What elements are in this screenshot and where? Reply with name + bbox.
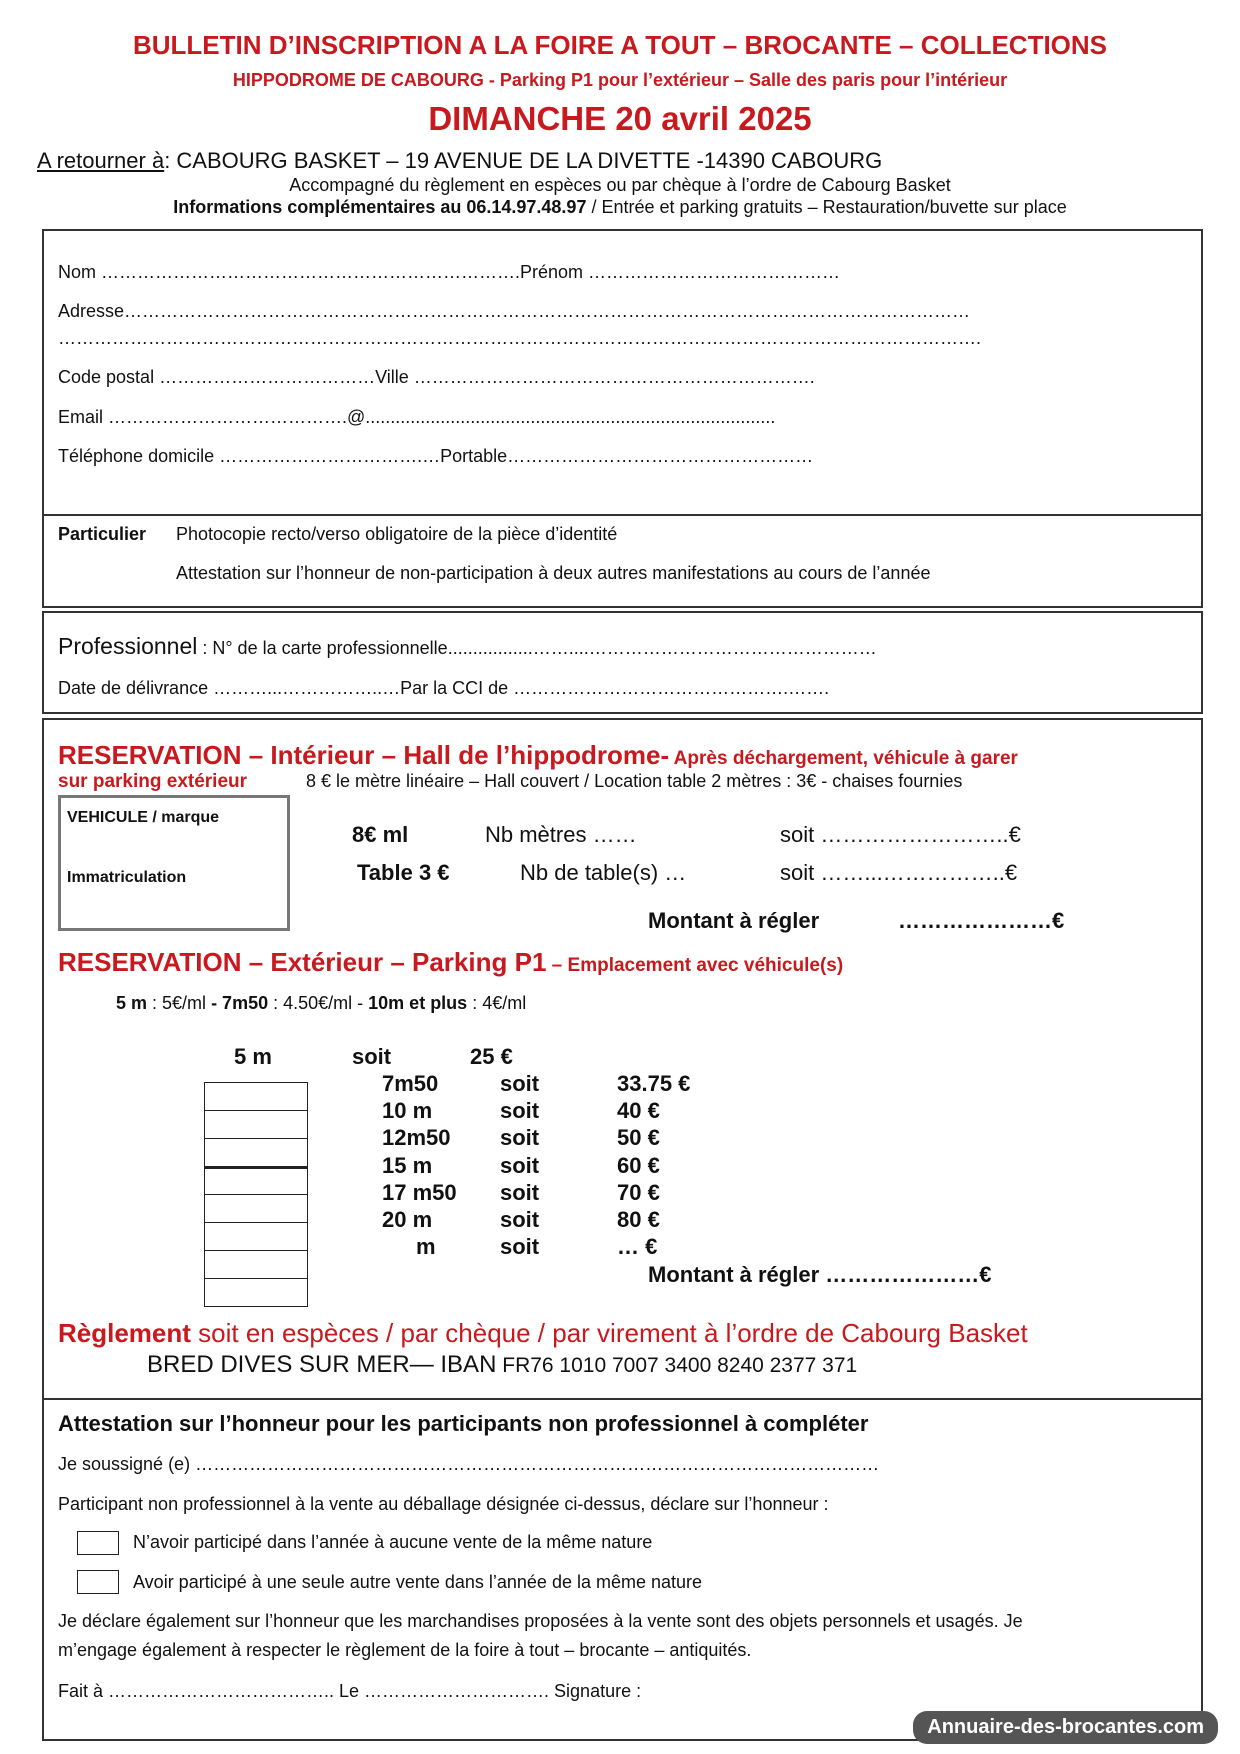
option1-label: N’avoir participé dans l’année à aucune vente de la même nature [133,1532,653,1552]
row-soit: soit [500,1179,540,1205]
soit-metres-field[interactable]: soit ……………………..€ [780,822,1021,847]
info-line [0,197,1240,218]
option-checkbox[interactable] [204,1166,308,1195]
row-price: 80 € [617,1207,660,1232]
row-length: 15 m [382,1152,433,1178]
soit-tables-field[interactable]: soit ……...……………..€ [780,860,1018,885]
code-postal-field[interactable]: Code postal ………………………………Ville …………………………………………………………. [58,367,815,387]
table-price: Table 3 € [357,860,450,885]
return-address-text: : CABOURG BASKET – 19 AVENUE DE LA DIVETTE -14390 CABOURG [164,148,883,173]
reglement-label: Règlement [58,1318,191,1348]
option-checkbox[interactable] [204,1082,308,1111]
reglement-text: soit en espèces / par chèque / par virement à l’ordre de Cabourg Basket [190,1318,1028,1348]
professionnel-label: Professionnel [58,633,198,659]
ml-price: 8€ ml [352,822,409,847]
row-length: 7m50 [382,1071,439,1096]
declaration-para-1: Je déclare également sur l’honneur que les marchandises proposées à la vente sont des objets personnels et usagés. Je [58,1611,1023,1631]
form-subtitle: HIPPODROME DE CABOURG - Parking P1 pour l’extérieur – Salle des paris pour l’intérieur [232,70,1008,90]
adresse-field-2[interactable]: ………………………………………………………………………………………………………………………………………. [58,328,982,348]
telephone-field[interactable]: Téléphone domicile …………………………….…Portable…………………………………………… [58,446,814,466]
tarif-10m-price: : 4€/ml [467,993,527,1013]
nom-field[interactable]: Nom …………………………………………………………….Prénom …………………………………… [58,262,841,282]
bank-line [147,1351,857,1379]
exterieur-note: – Emplacement avec véhicule(s) [546,955,844,976]
interieur-montant-label: Montant à régler [648,908,820,933]
form-title: BULLETIN D’INSCRIPTION A LA FOIRE A TOUT – BROCANTE – COLLECTIONS [132,30,1108,60]
adresse-field[interactable]: Adresse…………………………………………………………………………………………………………………………… [58,301,971,321]
row-length: 17 m50 [382,1179,457,1205]
row-price: 60 € [617,1152,660,1178]
return-address [37,148,882,174]
immatriculation-label: Immatriculation [67,869,187,886]
attestation-title: Attestation sur l’honneur pour les participants non professionnel à compléter [58,1411,869,1436]
interieur-note: Après déchargement, véhicule à garer [669,748,1018,769]
option-checkbox[interactable] [204,1278,308,1307]
option2-label: Avoir participé à une seule autre vente dans l’année de la même nature [133,1572,703,1592]
email-field[interactable]: Email ………………………………….@.................................................................................. [58,407,776,427]
return-label: A retourner à [37,148,165,173]
vehicule-label: VEHICULE / marque [67,809,220,826]
row-price: 40 € [617,1098,660,1124]
info-rest: / Entrée et parking gratuits – Restauration/buvette sur place [586,197,1067,217]
row-soit: soit [500,1071,540,1096]
event-date: DIMANCHE 20 avril 2025 [428,100,812,137]
option-checkbox[interactable] [204,1194,308,1223]
exterieur-title-line [58,947,843,978]
row-price: … € [617,1234,658,1260]
tarif-5m-price: : 5€/ml [147,993,212,1013]
particulier-line-2: Attestation sur l’honneur de non-participation à deux autres manifestations au cours de l’année [176,563,931,583]
professionnel-card[interactable] [58,633,877,660]
interieur-price-line: 8 € le mètre linéaire – Hall couvert / Location table 2 mètres : 3€ - chaises fournies [306,771,963,791]
tarif-7m50: - 7m50 [211,993,269,1013]
first-length: 5 m [234,1044,272,1069]
first-soit: soit [352,1044,392,1069]
option-checkbox[interactable] [204,1138,308,1167]
declare-text: Participant non professionnel à la vente au déballage désignée ci-dessus, déclare sur l’honneur : [58,1494,829,1514]
exterieur-title: RESERVATION – Extérieur – Parking P1 [58,947,547,977]
watermark: Annuaire-des-brocantes.com [913,1711,1218,1744]
first-price: 25 € [470,1044,513,1069]
declaration-para-2: m’engage également à respecter le règlement de la foire à tout – brocante – antiquités. [58,1640,752,1660]
option-checkbox[interactable] [204,1222,308,1251]
bank-name: BRED DIVES SUR MER— IBAN [147,1351,497,1378]
option-checkbox[interactable] [204,1110,308,1139]
option2-checkbox[interactable] [77,1570,119,1594]
option1-checkbox[interactable] [77,1531,119,1555]
reglement-line [58,1318,1028,1349]
interieur-montant-field[interactable]: …………………€ [898,908,1065,933]
interieur-title: RESERVATION – Intérieur – Hall de l’hippodrome- [58,740,670,770]
iban: FR76 1010 7007 3400 8240 2377 371 [496,1354,858,1377]
row-price: 70 € [617,1179,660,1205]
soussigne-field[interactable]: Je soussigné (e) …………………………………………………………………………………………………… [58,1454,880,1474]
row-soit: soit [500,1152,540,1178]
row-price: 33.75 € [617,1071,691,1096]
row-length: m [416,1234,436,1260]
row-price: 50 € [617,1125,660,1151]
info-phone: Informations complémentaires au 06.14.97.48.97 [173,197,587,217]
fait-signature-field[interactable]: Fait à ……………………………….. Le …………………………. Signature : [58,1681,642,1701]
option-checkbox[interactable] [204,1250,308,1279]
tarif-5m: 5 m [116,993,148,1013]
row-soit: soit [500,1125,540,1151]
exterieur-montant[interactable]: Montant à régler …………………€ [648,1262,992,1287]
interieur-note-2: sur parking extérieur [58,771,248,792]
row-soit: soit [500,1098,540,1124]
row-length: 20 m [382,1207,433,1232]
row-length: 12m50 [382,1125,451,1151]
particulier-line-1: Photocopie recto/verso obligatoire de la pièce d’identité [176,524,618,544]
tarif-7m50-price: : 4.50€/ml - [268,993,369,1013]
date-delivrance-field[interactable]: Date de délivrance ………...……………..…Par la CCI de ……………………………………….……. [58,678,830,698]
particulier-label: Particulier [58,524,147,544]
row-soit: soit [500,1234,540,1260]
row-soit: soit [500,1207,540,1232]
tarif-10m: 10m et plus [368,993,468,1013]
row-length: 10 m [382,1098,433,1124]
exterieur-tarifs [116,993,526,1014]
interieur-title-line [58,740,1018,771]
nb-metres-field[interactable]: Nb mètres …… [485,822,637,847]
nb-tables-field[interactable]: Nb de table(s) … [520,860,687,885]
professionnel-card-text: : N° de la carte professionnelle.................……....………………………………………… [197,638,877,658]
payment-note: Accompagné du règlement en espèces ou par chèque à l’ordre de Cabourg Basket [289,175,951,195]
